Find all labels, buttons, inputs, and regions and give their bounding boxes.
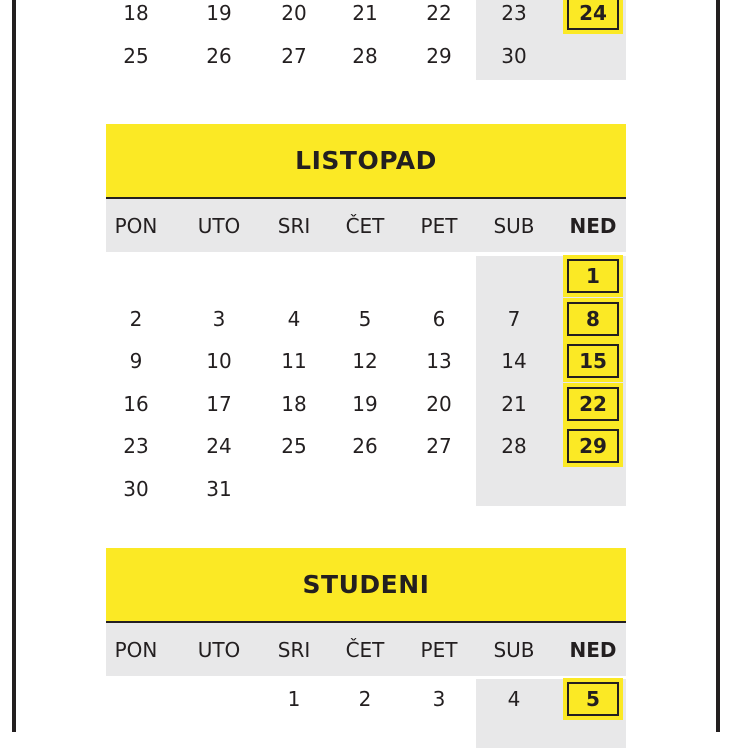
weekday-header [106,621,626,676]
weekday-pon: PON [114,637,158,662]
day-cell[interactable]: 19 [206,1,232,25]
day-cell-sunday[interactable]: 15 [567,344,619,378]
month-studeni [106,548,626,711]
day-cell[interactable]: 17 [206,391,232,416]
day-cell-sunday[interactable]: 8 [567,302,619,336]
weekday-sub: SUB [493,637,535,662]
weekday-sri: SRI [277,213,311,238]
day-cell-sunday[interactable]: 24 [567,0,619,30]
day-cell[interactable]: 22 [426,1,452,25]
weekday-sri: SRI [277,637,311,662]
day-cell-sunday[interactable]: 22 [567,387,619,421]
day-cell[interactable]: 20 [281,1,307,25]
day-cell[interactable]: 23 [123,434,149,458]
weekday-pon: PON [114,213,158,238]
day-cell[interactable]: 4 [507,687,521,711]
weekday-ned: NED [569,637,617,662]
day-cell[interactable]: 4 [287,306,301,331]
month-title: STUDENI [106,548,626,621]
day-cell[interactable]: 11 [281,349,307,373]
day-cell[interactable]: 12 [352,349,378,373]
day-cell[interactable]: 14 [501,349,527,373]
day-cell[interactable]: 18 [123,1,149,25]
page-border-left [12,0,16,732]
day-cell[interactable]: 3 [432,687,446,711]
day-cell[interactable]: 26 [206,43,232,68]
day-cell[interactable]: 24 [206,434,232,458]
day-cell[interactable]: 27 [281,43,307,68]
day-cell[interactable]: 28 [501,434,527,458]
day-cell-sunday[interactable]: 1 [567,259,619,293]
month-listopad [106,124,626,501]
day-cell[interactable]: 28 [352,43,378,68]
day-cell[interactable]: 25 [281,434,307,458]
day-cell[interactable]: 1 [287,687,301,711]
day-cell[interactable]: 19 [352,391,378,416]
day-cell[interactable]: 20 [426,391,452,416]
day-cell-sunday[interactable]: 5 [567,682,619,716]
day-cell-sunday[interactable]: 29 [567,429,619,463]
weekday-čet: ČET [345,213,385,238]
day-cell[interactable]: 7 [507,306,521,331]
page-border-right [716,0,720,732]
day-cell[interactable]: 21 [352,1,378,25]
day-cell[interactable]: 10 [206,349,232,373]
day-cell[interactable]: 18 [281,391,307,416]
day-cell[interactable]: 30 [501,43,527,68]
weekday-sub: SUB [493,213,535,238]
weekday-čet: ČET [345,637,385,662]
day-cell[interactable]: 30 [123,476,149,501]
day-cell[interactable]: 2 [129,306,143,331]
day-cell[interactable]: 6 [432,306,446,331]
day-cell[interactable]: 16 [123,391,149,416]
weekday-pet: PET [420,637,458,662]
day-cell[interactable]: 3 [212,306,226,331]
day-cell[interactable]: 29 [426,43,452,68]
weekday-uto: UTO [197,637,241,662]
day-cell[interactable]: 23 [501,1,527,25]
day-cell[interactable]: 25 [123,43,149,68]
day-cell[interactable]: 31 [206,476,232,501]
weekday-ned: NED [569,213,617,238]
day-cell[interactable]: 26 [352,434,378,458]
day-cell[interactable]: 21 [501,391,527,416]
month-title: LISTOPAD [106,124,626,197]
day-cell[interactable]: 13 [426,349,452,373]
day-cell[interactable]: 9 [129,349,143,373]
weekday-pet: PET [420,213,458,238]
day-cell[interactable]: 5 [358,306,372,331]
weekday-uto: UTO [197,213,241,238]
weekday-header [106,197,626,252]
day-cell[interactable]: 27 [426,434,452,458]
day-cell[interactable]: 2 [358,687,372,711]
